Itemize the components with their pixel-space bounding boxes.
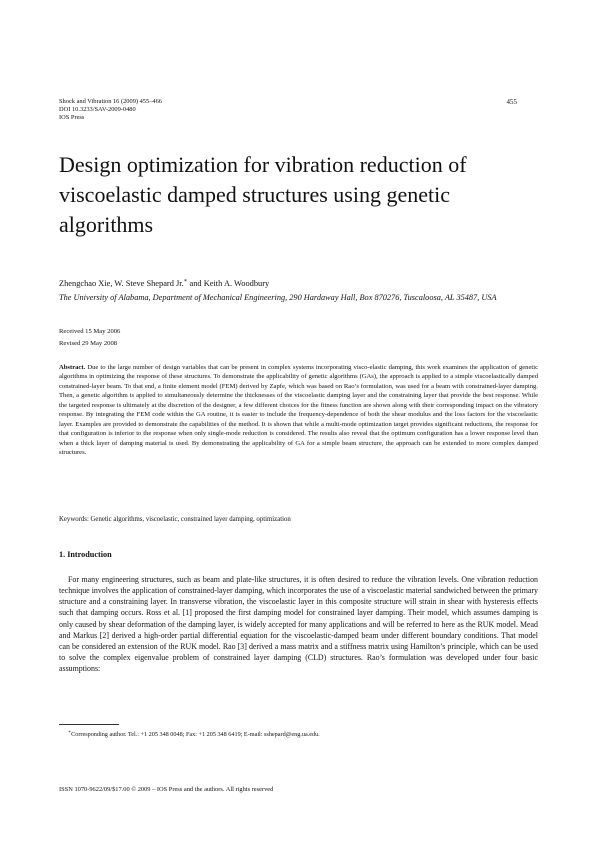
abstract-text: Due to the large number of design variables that can be present in complex systems incorporating visco-elastic damping, this work examines the application of genetic algorithms in optimizing the response of these structures. To demonstrate the applicability of genetic algorithms (GAs), the approach is applied to a simple viscoelastically damped constrained-layer beam. To that end, a finite element model (FEM) derived by Zapfe, which was based on Rao’s formulation, was used for a beam with constrained-layer damping. Then, a genetic algorithm is applied to simultaneously determine the thicknesses of the viscoelastic damping layer and the constraining layer that provide the best response. While the targeted response is ultimately at the discretion of the designer, a few different choices for the fitness function are shown along with their corresponding impact on the vibratory response. By integrating the FEM code within the GA routine, it is easier to include the frequency-dependence of both the shear modulus and the loss factors for the viscoelastic layer. Examples are provided to demonstrate the capabilities of the method. It is shown that while a multi-mode optimization target provides significant reductions, the response for that configuration is inferior to the response when only single-mode reduction is considered. The results also reveal that the optimum configuration has a lower response level than when a thick layer of damping material is used. By demonstrating the applicability of GA for a simple beam structure, the approach can be extended to more complex damped structures. (59, 364, 538, 457)
publisher: IOS Press (59, 114, 85, 122)
doi: DOI 10.3233/SAV-2009-0480 (59, 106, 136, 114)
journal-citation: Shock and Vibration 16 (2009) 455–466 (59, 98, 162, 105)
author-list (59, 278, 269, 288)
footnote-marker: ∗ (68, 729, 72, 734)
section-heading-introduction: 1. Introduction (59, 550, 112, 559)
received-date: Received 15 May 2006 (59, 328, 121, 335)
abstract-label: Abstract. (59, 364, 86, 371)
author-names-last: and Keith A. Woodbury (187, 278, 270, 288)
paper-title: Design optimization for vibration reduction of viscoelastic damped structures using genetic algorithms (59, 152, 467, 237)
author-names-first: Zhengchao Xie, W. Steve Shepard Jr. (59, 278, 184, 288)
issn-copyright: ISSN 1070-9622/09/$17.00 © 2009 – IOS Press and the authors. All rights reserved (59, 786, 274, 793)
keywords: Keywords: Genetic algorithms, viscoelastic, constrained layer damping, optimization (59, 516, 291, 523)
affiliation: The University of Alabama, Department of Mechanical Engineering, 290 Hardaway Hall, Box 870276, Tuscaloosa, AL 35487, USA (59, 293, 497, 302)
footnote-text: Corresponding author. Tel.: +1 205 348 0048; Fax: +1 205 348 6419; E-mail: sshepard@eng.ua.edu. (71, 731, 320, 739)
running-header (59, 98, 162, 123)
page-number: 455 (506, 98, 517, 106)
footnote (68, 729, 320, 738)
abstract (59, 363, 538, 458)
submission-dates (59, 326, 120, 350)
revised-date: Revised 29 May 2008 (59, 340, 118, 347)
introduction-paragraph: For many engineering structures, such as beam and plate-like structures, it is often desired to reduce the vibration levels. One vibration reduction technique involves the application of constrained-layer damping, which incorporates the use of a viscoelastic material sandwiched between the primary structure and a constraining layer. In transverse vibration, the viscoelastic layer in this composite structure will strain in shear with hysteresis effects such that damping occurs. Ross et al. [1] proposed the first damping model for constrained layer damping. Their model, which assumes damping is only caused by shear deformation of the damping layer, is widely accepted for many applications and will be referred to here as the RUK model. Mead and Markus [2] derived a high-order partial differential equation for the viscoelastic-damped beam under different boundary conditions. That model can be considered an extension of the RUK model. Rao [3] derived a mass matrix and a stiffness matrix using Hamilton’s principle, which can be used to solve the complex eigenvalue problem of constrained layer damping (CLD) structures. Rao’s formulation was developed under four basic assumptions: (59, 575, 538, 674)
footnote-rule (59, 724, 119, 725)
author-footnote-marker: ∗ (183, 278, 188, 284)
